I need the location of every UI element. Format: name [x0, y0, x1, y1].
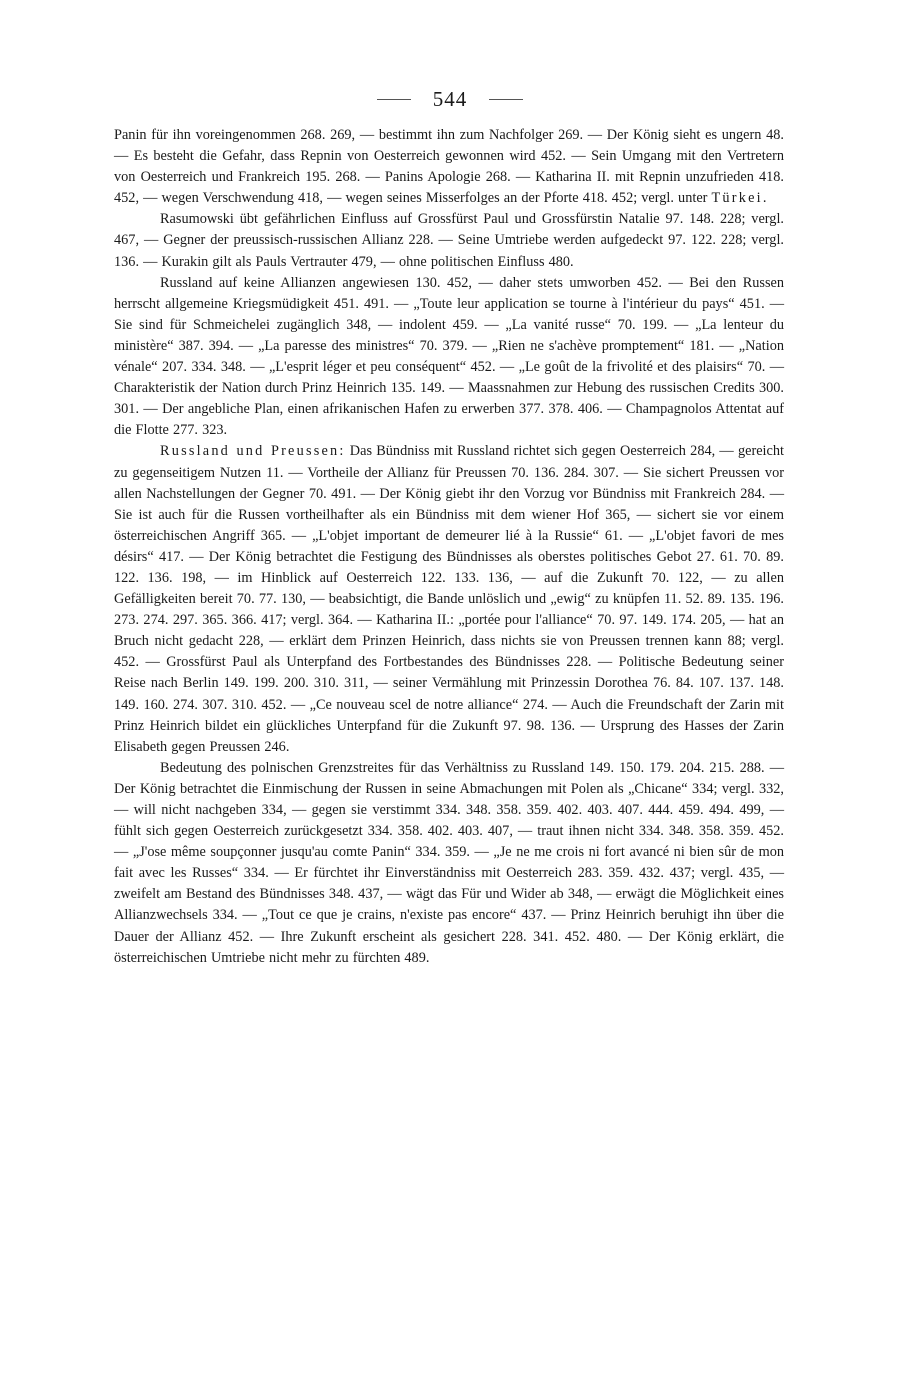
index-entry-polnischer-grenzstreit — [114, 758, 784, 969]
entry-heading: Russland und Preussen: — [160, 443, 346, 460]
index-entry-russland — [114, 273, 784, 442]
entry-text: Bedeutung des polnischen Grenzstreites für das Verhältniss zu Russland 149. 150. 179. 204. 215. 288. — Der König betrachtet die Einmischung der Russen in seine Abmachungen mit Polen als „Chicane“ 334; vergl. 332, — will nicht nachgeben 334, — gegen sie verstimmt 334. 348. 358. 359. 402. 403. 407. 444. 459. 494. 499, — fühlt sich gegen Oesterreich zurückgesetzt 334. 358. 402. 403. 407, — traut ihnen nicht 334. 348. 358. 359. 452. — „J'ose même soupçonner jusqu'au comte Panin“ 334. 359. — „Je ne me crois ni fort avancé ni bien sûr de mon fait avec les Russes“ 334. — Er fürchtet ihr Einverständniss mit Oesterreich 283. 359. 432. 437; vergl. 435, — zweifelt am Bestand des Bündnisses 348. 437, — wägt das Für und Wider ab 348, — erwägt die Möglichkeit eines Allianzwechsels 334. — „Tout ce que je crains, n'existe pas encore“ 437. — Prinz Heinrich beruhigt ihn über die Dauer der Allianz 452. — Ihre Zukunft erscheint als gesichert 228. 341. 452. 480. — Der König erklärt, die österreichischen Umtriebe nicht mehr zu fürchten 489. — [114, 759, 784, 966]
header-rule-left — [377, 99, 411, 100]
entry-text: Rasumowski übt gefährlichen Einfluss auf Grossfürst Paul und Grossfürstin Natalie 97. 148. 228; vergl. 467, — Gegner der preussisch-russischen Allianz 228. — Seine Umtriebe werden aufgedeckt 97. 122. 228; vergl. 136. — Kurakin gilt als Pauls Vertrauter 479, — ohne politischen Einfluss 480. — [114, 211, 784, 270]
entry-crossref-term: Türkei — [711, 190, 763, 207]
index-entry-repnin-continued — [114, 125, 784, 209]
index-entry-russland-und-preussen — [114, 441, 784, 757]
header-rule-right — [489, 99, 523, 100]
index-text-body — [114, 125, 784, 969]
entry-text: Russland auf keine Allianzen angewiesen 130. 452, — daher stets umworben 452. — Bei den Russen herrscht allgemeine Kriegsmüdigkeit 451. 491. — „Toute leur application se tourne à l'intérieur du pays“ 451. — Sie sind für Schmeichelei zugänglich 348, — indolent 459. — „La vanité russe“ 70. 199. — „La lenteur du ministère“ 387. 394. — „La paresse des ministres“ 70. 379. — „Rien ne s'achève promptement“ 181. — „Nation vénale“ 207. 334. 348. — „L'esprit léger et peu conséquent“ 452. — „Le goût de la frivolité et des plaisirs“ 70. — Charakteristik der Nation durch Prinz Heinrich 135. 149. — Maassnahmen zur Hebung des russischen Credits 300. 301. — Der angebliche Plan, einen afrikanischen Hafen zu erwerben 377. 378. 406. — Champagnolos Attentat auf die Flotte 277. 323. — [114, 274, 784, 439]
index-entry-rasumowski — [114, 209, 784, 272]
page-header — [0, 84, 900, 114]
entry-text: Das Bündniss mit Russland richtet sich gegen Oesterreich 284, — gereicht zu gegenseitigem Nutzen 11. — Vortheile der Allianz für Preussen 70. 136. 284. 307. — Sie sichert Preussen vor allen Nachstellungen der Gegner 70. 491. — Der König giebt ihr den Vorzug vor Bündniss mit Frankreich 284. — Sie ist auch für die Russen vortheilhafter als ein Bündniss mit dem wiener Hof 365, — sichert sie vor einem österreichischen Angriff 365. — „L'objet important de demeurer lié à la Russie“ 61. — „L'objet favori de mes désirs“ 417. — Der König betrachtet die Festigung des Bündnisses als oberstes politisches Gebot 27. 61. 70. 89. 122. 136. 198, — im Hinblick auf Oesterreich 122. 133. 136, — auf die Zukunft 70. 122, — zu allen Gefälligkeiten bereit 70. 77. 130, — beabsichtigt, die Bande unlöslich und „ewig“ zu knüpfen 11. 52. 89. 135. 196. 273. 274. 297. 365. 366. 417; vergl. 364. — Katharina II.: „portée pour l'alliance“ 70. 97. 149. 174. 205, — hat an Bruch nicht gedacht 228, — erklärt dem Prinzen Heinrich, dass nichts sie von Preussen trennen kann 88; vergl. 452. — Grossfürst Paul als Unterpfand des Fortbestandes des Bündnisses 228. — Politische Bedeutung seiner Reise nach Berlin 149. 199. 200. 310. 311, — seiner Vermählung mit Prinzessin Dorothea 76. 84. 107. 137. 148. 149. 160. 274. 307. 310. 452. — „Ce nouveau scel de notre alliance“ 274. — Auch die Freundschaft der Zarin mit Prinz Heinrich bildet ein glückliches Unterpfand für die Zukunft 97. 98. 136. — Ursprung des Hasses der Zarin Elisabeth gegen Preussen 246. — [114, 443, 784, 755]
page-number: 544 — [432, 86, 468, 111]
entry-text: Panin für ihn voreingenommen 268. 269, — bestimmt ihn zum Nachfolger 269. — Der König sieht es ungern 48. — Es besteht die Gefahr, dass Repnin von Oesterreich gewonnen wird 452. — Sein Umgang mit den Vertretern von Oesterreich und Frankreich 195. 268. — Panins Apologie 268. — Katharina II. mit Repnin unzufrieden 418. 452, — wegen Verschwendung 418, — wegen seines Misserfolges an der Pforte 418. 452; vergl. unter — [114, 127, 784, 207]
entry-crossref-punct: . — [762, 190, 767, 207]
